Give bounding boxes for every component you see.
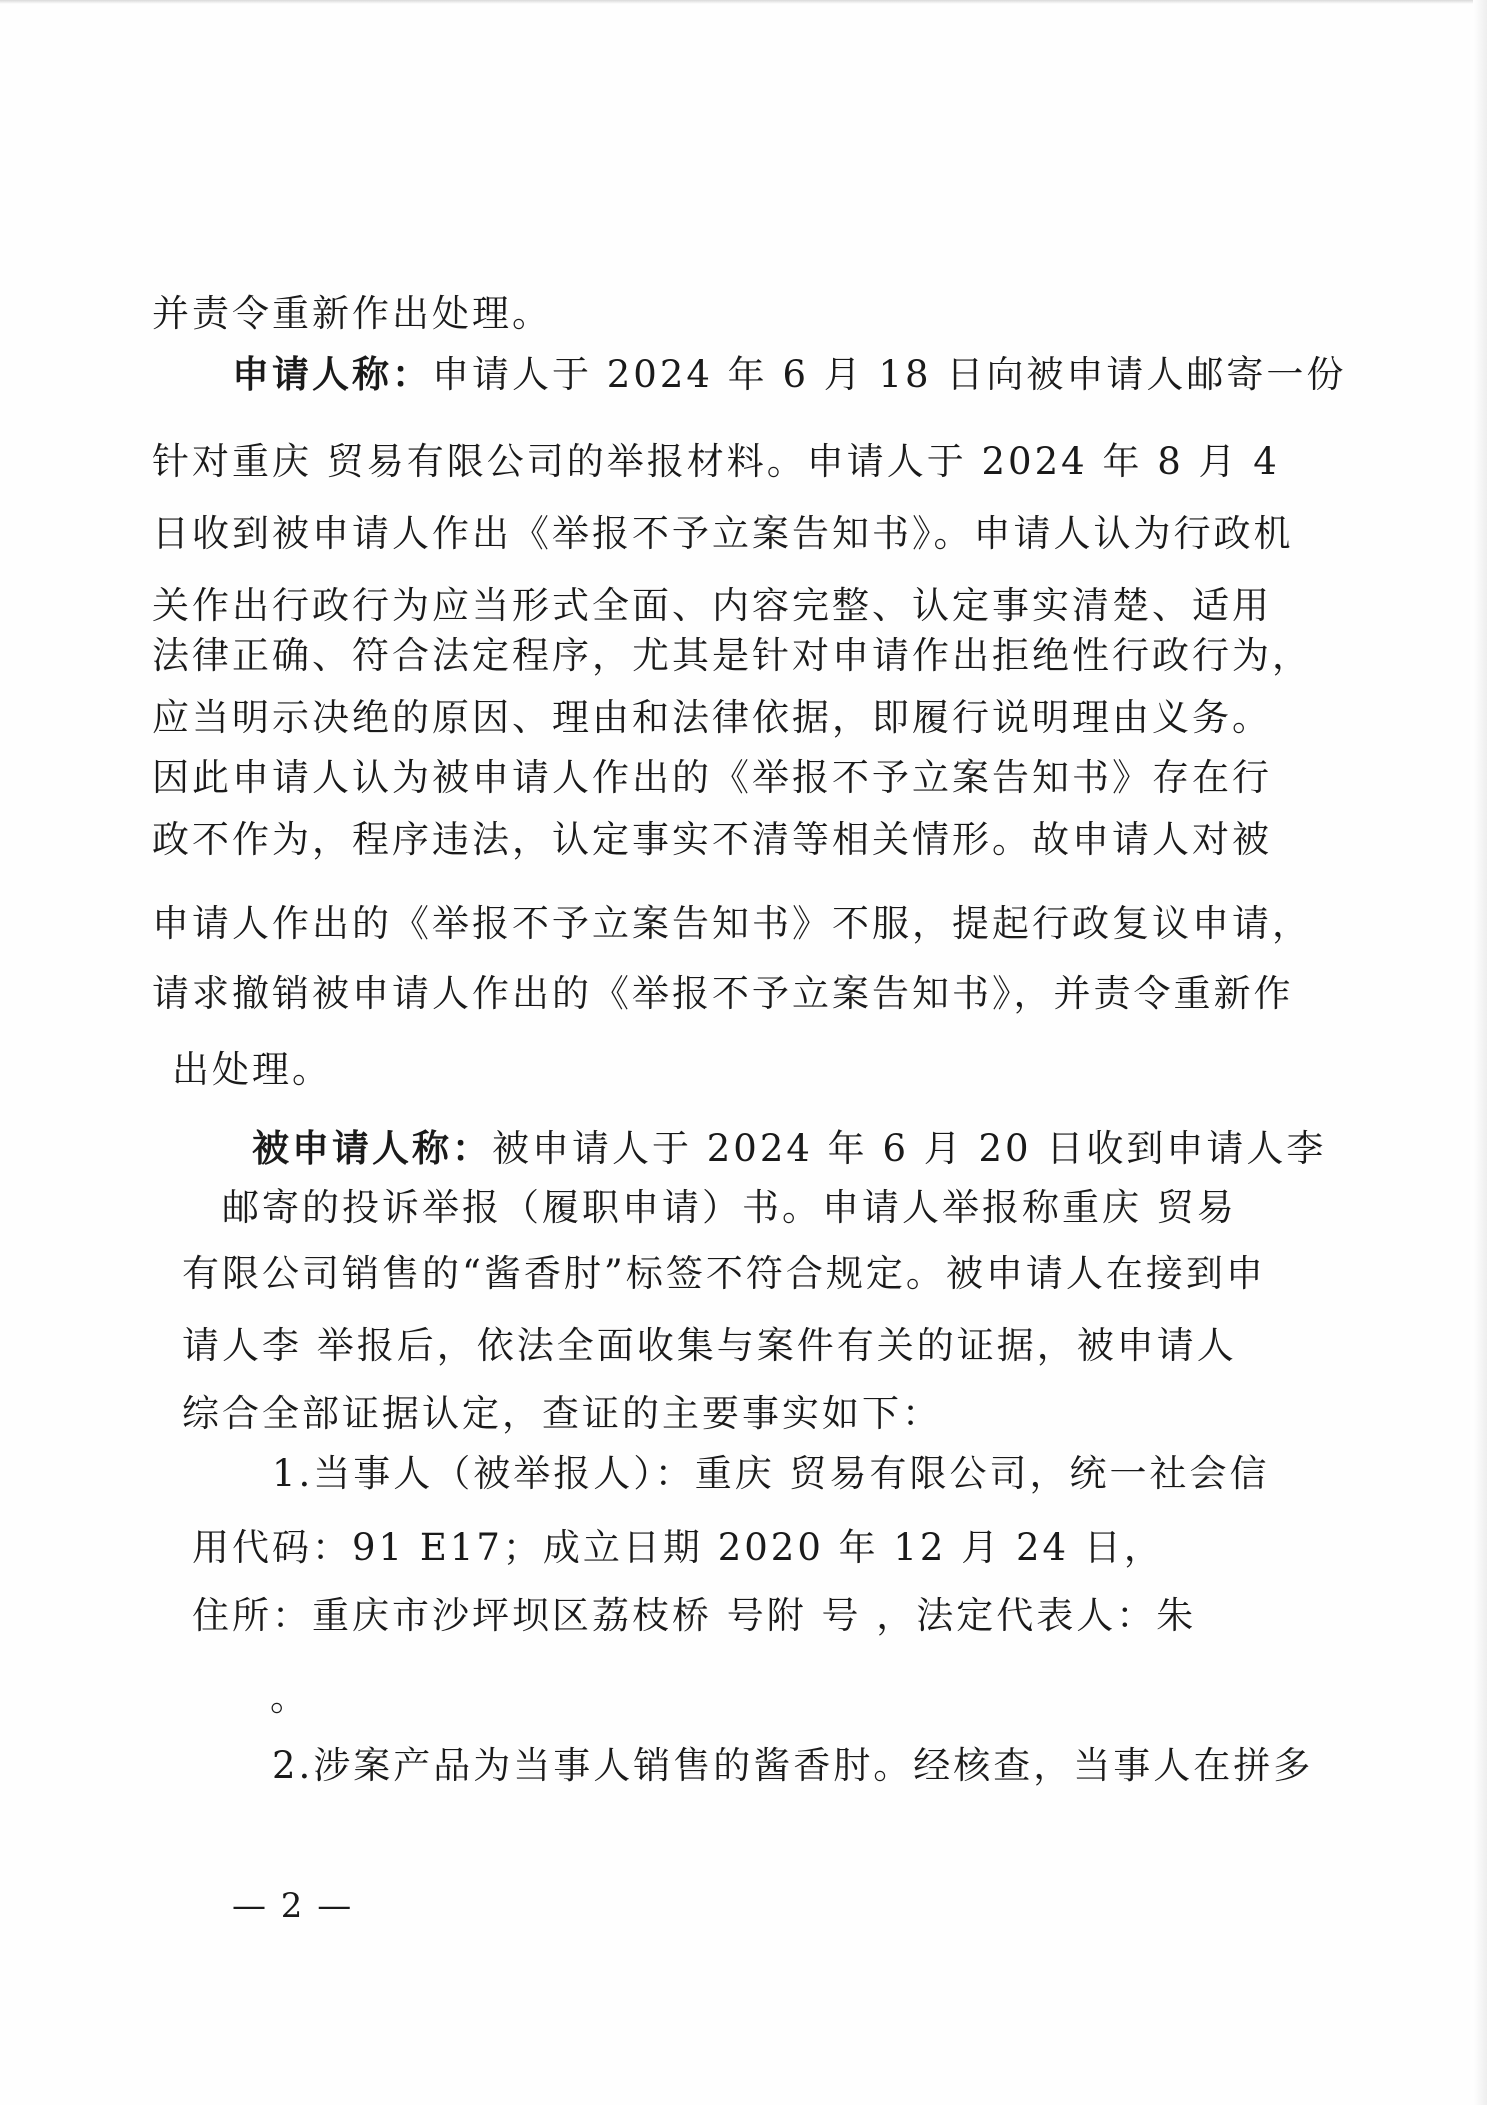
line-text: 有限公司销售的“酱香肘”标签不符合规定。被申请人在接到申 [182, 1252, 1266, 1295]
line-text: 综合全部证据认定，查证的主要事实如下： [182, 1392, 942, 1435]
text-line [152, 440, 1280, 484]
text-line [272, 1744, 1313, 1788]
line-text: 申请人于 2024 年 6 月 18 日向被申请人邮寄一份 [432, 353, 1347, 396]
line-text: 出处理。 [172, 1048, 332, 1091]
text-line [182, 1324, 1237, 1368]
text-line [232, 352, 1346, 397]
text-line [182, 1392, 942, 1436]
page-number: — 2 — [232, 1886, 354, 1926]
line-text: 用代码：91 E17；成立日期 2020 年 12 月 24 日， [192, 1526, 1164, 1569]
text-line [152, 584, 1272, 628]
text-line [152, 902, 1312, 946]
text-line [152, 512, 1294, 556]
line-text: 并责令重新作出处理。 [152, 292, 552, 335]
section-label: 被申请人称： [252, 1126, 492, 1170]
line-text: 住所：重庆市沙坪坝区荔枝桥 号附 号 ，法定代表人：朱 [192, 1594, 1197, 1637]
text-line [222, 1186, 1237, 1230]
text-line [172, 1048, 332, 1092]
text-line [152, 634, 1312, 678]
line-text: 。 [270, 1676, 310, 1719]
line-text: 日收到被申请人作出《举报不予立案告知书》。申请人认为行政机 [152, 512, 1294, 555]
line-text: 1.当事人（被举报人）：重庆 贸易有限公司，统一社会信 [272, 1452, 1270, 1495]
text-line [152, 292, 552, 336]
text-line [152, 696, 1272, 740]
text-line [152, 972, 1294, 1016]
text-line [192, 1526, 1164, 1570]
section-label: 申请人称： [232, 352, 432, 396]
line-text: 申请人作出的《举报不予立案告知书》不服，提起行政复议申请， [152, 902, 1312, 945]
line-text: 应当明示决绝的原因、理由和法律依据，即履行说明理由义务。 [152, 696, 1272, 739]
line-text: 关作出行政行为应当形式全面、内容完整、认定事实清楚、适用 [152, 584, 1272, 627]
line-text: 政不作为，程序违法，认定事实不清等相关情形。故申请人对被 [152, 818, 1272, 861]
scan-edge-right [1473, 0, 1487, 2105]
line-text: 因此申请人认为被申请人作出的《举报不予立案告知书》存在行 [152, 756, 1272, 799]
text-line [152, 756, 1272, 800]
text-line [252, 1126, 1326, 1171]
text-line [272, 1452, 1270, 1496]
scan-edge-top [0, 0, 1487, 4]
text-line [270, 1676, 310, 1720]
line-text: 请人李 举报后，依法全面收集与案件有关的证据，被申请人 [182, 1324, 1237, 1367]
line-text: 邮寄的投诉举报（履职申请）书。申请人举报称重庆 贸易 [222, 1186, 1237, 1229]
line-text: 被申请人于 2024 年 6 月 20 日收到申请人李 [492, 1127, 1327, 1170]
text-line [182, 1252, 1266, 1296]
text-line [192, 1594, 1196, 1638]
line-text: 法律正确、符合法定程序，尤其是针对申请作出拒绝性行政行为， [152, 634, 1312, 677]
line-text: 针对重庆 贸易有限公司的举报材料。申请人于 2024 年 8 月 4 [152, 440, 1280, 483]
line-text: 2.涉案产品为当事人销售的酱香肘。经核查，当事人在拼多 [272, 1744, 1314, 1787]
line-text: 请求撤销被申请人作出的《举报不予立案告知书》，并责令重新作 [152, 972, 1294, 1015]
text-line [152, 818, 1272, 862]
